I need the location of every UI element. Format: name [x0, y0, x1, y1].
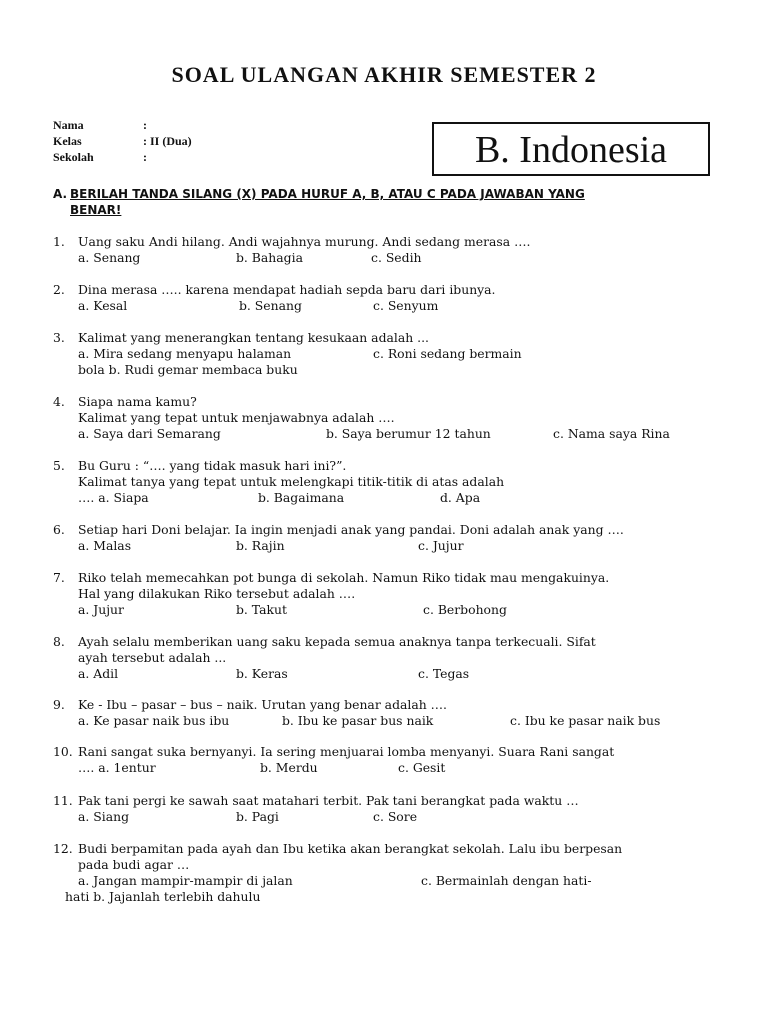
- option: c. Senyum: [373, 298, 439, 313]
- field-label: Sekolah: [53, 150, 94, 164]
- question-9: [53, 697, 723, 729]
- question-7: [53, 570, 723, 618]
- question-10: [53, 744, 723, 776]
- question-4: [53, 394, 723, 442]
- options-row: [78, 713, 723, 729]
- option: c. Ibu ke pasar naik bus: [510, 713, 661, 728]
- field-sekolah: [53, 150, 147, 165]
- option: d. Apa: [440, 490, 481, 505]
- option: a. Siang: [78, 809, 130, 824]
- option: a. Jangan mampir-mampir di jalan: [78, 873, 293, 888]
- question-number: 9.: [53, 697, 65, 712]
- question-text: Pak tani pergi ke sawah saat matahari terbit. Pak tani berangkat pada waktu …: [78, 793, 579, 808]
- option: a. Jujur: [78, 602, 124, 617]
- question-8: [53, 634, 723, 682]
- question-text: Hal yang dilakukan Riko tersebut adalah ….: [78, 586, 356, 601]
- options-row: [78, 809, 723, 825]
- field-label: Kelas: [53, 134, 82, 148]
- option: c. Sedih: [371, 250, 422, 265]
- question-text: pada budi agar …: [78, 857, 190, 872]
- options-row: [78, 298, 723, 314]
- option: c. Sore: [373, 809, 418, 824]
- option: c. Berbohong: [423, 602, 507, 617]
- question-text: Ayah selalu memberikan uang saku kepada semua anaknya tanpa terkecuali. Sifat: [78, 634, 596, 649]
- question-5: [53, 458, 723, 506]
- option: a. Mira sedang menyapu halaman: [78, 346, 292, 361]
- option: a. Kesal: [78, 298, 128, 313]
- options-row: [78, 873, 723, 889]
- question-number: 8.: [53, 634, 65, 649]
- question-text: Budi berpamitan pada ayah dan Ibu ketika akan berangkat sekolah. Lalu ibu berpesan: [78, 841, 623, 856]
- page-title: SOAL ULANGAN AKHIR SEMESTER 2: [171, 62, 597, 87]
- option: b. Merdu: [260, 760, 318, 775]
- option-continuation: hati b. Jajanlah terlebih dahulu: [65, 889, 261, 904]
- option: b. Pagi: [236, 809, 279, 824]
- question-2: [53, 282, 723, 314]
- question-6: [53, 522, 723, 554]
- question-3: [53, 330, 723, 378]
- option: b. Bagaimana: [258, 490, 345, 505]
- question-number: 2.: [53, 282, 65, 297]
- option: a. Senang: [78, 250, 141, 265]
- question-text: Dina merasa ….. karena mendapat hadiah sepda baru dari ibunya.: [78, 282, 496, 297]
- option: …. a. 1entur: [78, 760, 156, 775]
- option: a. Saya dari Semarang: [78, 426, 221, 441]
- question-number: 5.: [53, 458, 65, 473]
- question-number: 1.: [53, 234, 65, 249]
- question-text: Uang saku Andi hilang. Andi wajahnya murung. Andi sedang merasa ….: [78, 234, 531, 249]
- instruction-line: BERILAH TANDA SILANG (X) PADA HURUF A, B, ATAU C PADA JAWABAN YANG: [70, 187, 585, 201]
- option: c. Bermainlah dengan hati-: [421, 873, 592, 888]
- option: b. Keras: [236, 666, 288, 681]
- question-number: 3.: [53, 330, 65, 345]
- question-text: Rani sangat suka bernyanyi. Ia sering menjuarai lomba menyanyi. Suara Rani sangat: [78, 744, 615, 759]
- option: c. Roni sedang bermain: [373, 346, 522, 361]
- question-text: ayah tersebut adalah ...: [78, 650, 227, 665]
- question-number: 11.: [53, 793, 73, 808]
- option: b. Takut: [236, 602, 287, 617]
- options-row: [78, 490, 723, 506]
- question-number: 12.: [53, 841, 73, 856]
- option: a. Adil: [78, 666, 119, 681]
- question-number: 10.: [53, 744, 73, 759]
- options-row: [78, 602, 723, 618]
- option: b. Senang: [239, 298, 302, 313]
- field-kelas: [53, 134, 192, 149]
- question-text: Kalimat tanya yang tepat untuk melengkapi titik-titik di atas adalah: [78, 474, 505, 489]
- field-label: Nama: [53, 118, 84, 132]
- section-letter: A.: [53, 187, 68, 201]
- question-text: Bu Guru : “…. yang tidak masuk hari ini?”.: [78, 458, 347, 473]
- options-row: [78, 346, 723, 362]
- option: a. Malas: [78, 538, 132, 553]
- option: c. Jujur: [418, 538, 464, 553]
- field-value: : II (Dua): [143, 134, 192, 148]
- options-row: [78, 250, 723, 266]
- field-nama: [53, 118, 147, 133]
- option: c. Gesit: [398, 760, 446, 775]
- option: c. Tegas: [418, 666, 470, 681]
- question-number: 6.: [53, 522, 65, 537]
- option: b. Rajin: [236, 538, 285, 553]
- question-number: 4.: [53, 394, 65, 409]
- options-row: [78, 666, 723, 682]
- field-value: :: [143, 118, 147, 132]
- option: b. Ibu ke pasar bus naik: [282, 713, 434, 728]
- question-11: [53, 793, 723, 825]
- options-row: [78, 426, 723, 442]
- options-row: [78, 538, 723, 554]
- subject-box: B. Indonesia: [432, 122, 710, 176]
- option: c. Nama saya Rina: [553, 426, 670, 441]
- option: a. Ke pasar naik bus ibu: [78, 713, 230, 728]
- question-1: [53, 234, 723, 266]
- option-continuation: bola b. Rudi gemar membaca buku: [78, 362, 298, 377]
- question-text: Setiap hari Doni belajar. Ia ingin menjadi anak yang pandai. Doni adalah anak yang ….: [78, 522, 624, 537]
- field-value: :: [143, 150, 147, 164]
- option: b. Saya berumur 12 tahun: [326, 426, 491, 441]
- question-text: Kalimat yang menerangkan tentang kesukaan adalah ...: [78, 330, 429, 345]
- option: b. Bahagia: [236, 250, 303, 265]
- option: …. a. Siapa: [78, 490, 149, 505]
- section-instruction: [53, 186, 673, 218]
- instruction-line: BENAR!: [70, 203, 122, 217]
- question-text: Siapa nama kamu?: [78, 394, 197, 409]
- question-12: [53, 841, 723, 905]
- options-row: [78, 760, 723, 776]
- question-text: Riko telah memecahkan pot bunga di sekolah. Namun Riko tidak mau mengakuinya.: [78, 570, 610, 585]
- question-number: 7.: [53, 570, 65, 585]
- question-text: Kalimat yang tepat untuk menjawabnya adalah ….: [78, 410, 395, 425]
- question-text: Ke - Ibu – pasar – bus – naik. Urutan yang benar adalah ….: [78, 697, 447, 712]
